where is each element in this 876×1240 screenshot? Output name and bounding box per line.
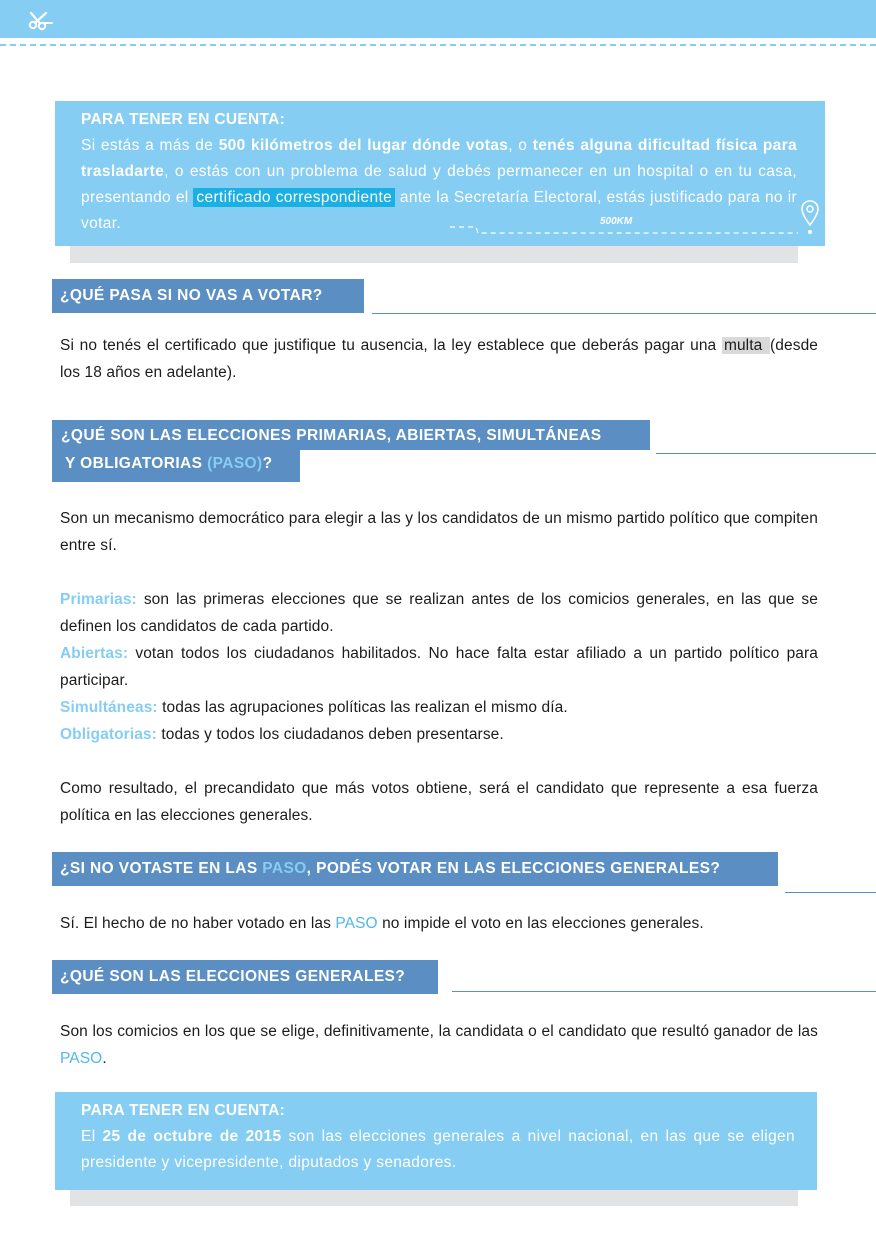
section-rule (656, 453, 876, 454)
section-header-no-vote: ¿QUÉ PASA SI NO VAS A VOTAR? (52, 279, 364, 313)
section-rule (372, 313, 876, 314)
note-text: El 25 de octubre de 2015 son las elecciones generales a nivel nacional, en las que se eligen presidente y vicepresidente, diputados y senadores. (81, 1128, 796, 1171)
cut-line (0, 44, 876, 46)
paragraph-general-elections: Son los comicios en los que se elige, definitivamente, la candidata o el candidato que resultó ganador de las PASO. (60, 1023, 818, 1067)
note-box-2 (55, 1092, 817, 1190)
section-header-paso: ¿QUÉ SON LAS ELECCIONES PRIMARIAS, ABIERTAS, SIMULTÁNEAS (52, 420, 650, 450)
scissors-icon (26, 10, 54, 32)
paragraph-paso-intro: Son un mecanismo democrático para elegir a las y los candidatos de un mismo partido político que compiten entre sí. (60, 510, 818, 554)
note-title: PARA TENER EN CUENTA: (81, 1102, 286, 1119)
term-primarias: Primarias: (60, 591, 137, 608)
paragraph-result: Como resultado, el precandidato que más votos obtiene, será el candidato que represente a esa fuerza política en las elecciones generales. (60, 780, 818, 824)
section-rule (785, 892, 876, 893)
definition-primarias: Primarias: son las primeras elecciones que se realizan antes de los comicios generales, en las que se definen los candidatos de cada partido. (60, 591, 818, 635)
distance-label: 500KM (600, 216, 633, 227)
section-header-paso-line2: Y OBLIGATORIAS (PASO)? (52, 450, 300, 482)
definition-obligatorias: Obligatorias: todas y todos los ciudadanos deben presentarse. (60, 726, 504, 743)
term-obligatorias: Obligatorias: (60, 726, 157, 743)
definition-simultaneas: Simultáneas: todas las agrupaciones políticas las realizan el mismo día. (60, 699, 568, 716)
location-pin-icon (800, 199, 820, 237)
section-rule (452, 991, 876, 992)
paragraph-general-vote: Sí. El hecho de no haber votado en las PASO no impide el voto en las elecciones generales. (60, 915, 704, 932)
term-abiertas: Abiertas: (60, 645, 129, 662)
definition-abiertas: Abiertas: votan todos los ciudadanos habilitados. No hace falta estar afiliado a un partido político para participar. (60, 645, 818, 689)
note-title: PARA TENER EN CUENTA: (81, 111, 286, 128)
section-header-general-vote: ¿SI NO VOTASTE EN LAS PASO, PODÉS VOTAR EN LAS ELECCIONES GENERALES? (52, 852, 778, 886)
top-banner (0, 0, 876, 38)
certificate-highlight: certificado correspondiente (193, 188, 395, 207)
paragraph-penalty: Si no tenés el certificado que justifique tu ausencia, la ley establece que deberás pagar una multa (desde los 18 años en adelante). (60, 337, 819, 381)
section-header-general-elections: ¿QUÉ SON LAS ELECCIONES GENERALES? (52, 960, 438, 994)
note-text: Si estás a más de 500 kilómetros del lugar dónde votas, o tenés alguna dificultad física para trasladarte, o estás con un problema de salud y debés permanecer en un hospital o en tu casa, presentando el certificado correspondiente ante la Secretaría Electoral, estás justificado para no ir votar. (81, 137, 797, 232)
multa-highlight: multa (723, 337, 769, 354)
term-simultaneas: Simultáneas: (60, 699, 158, 716)
